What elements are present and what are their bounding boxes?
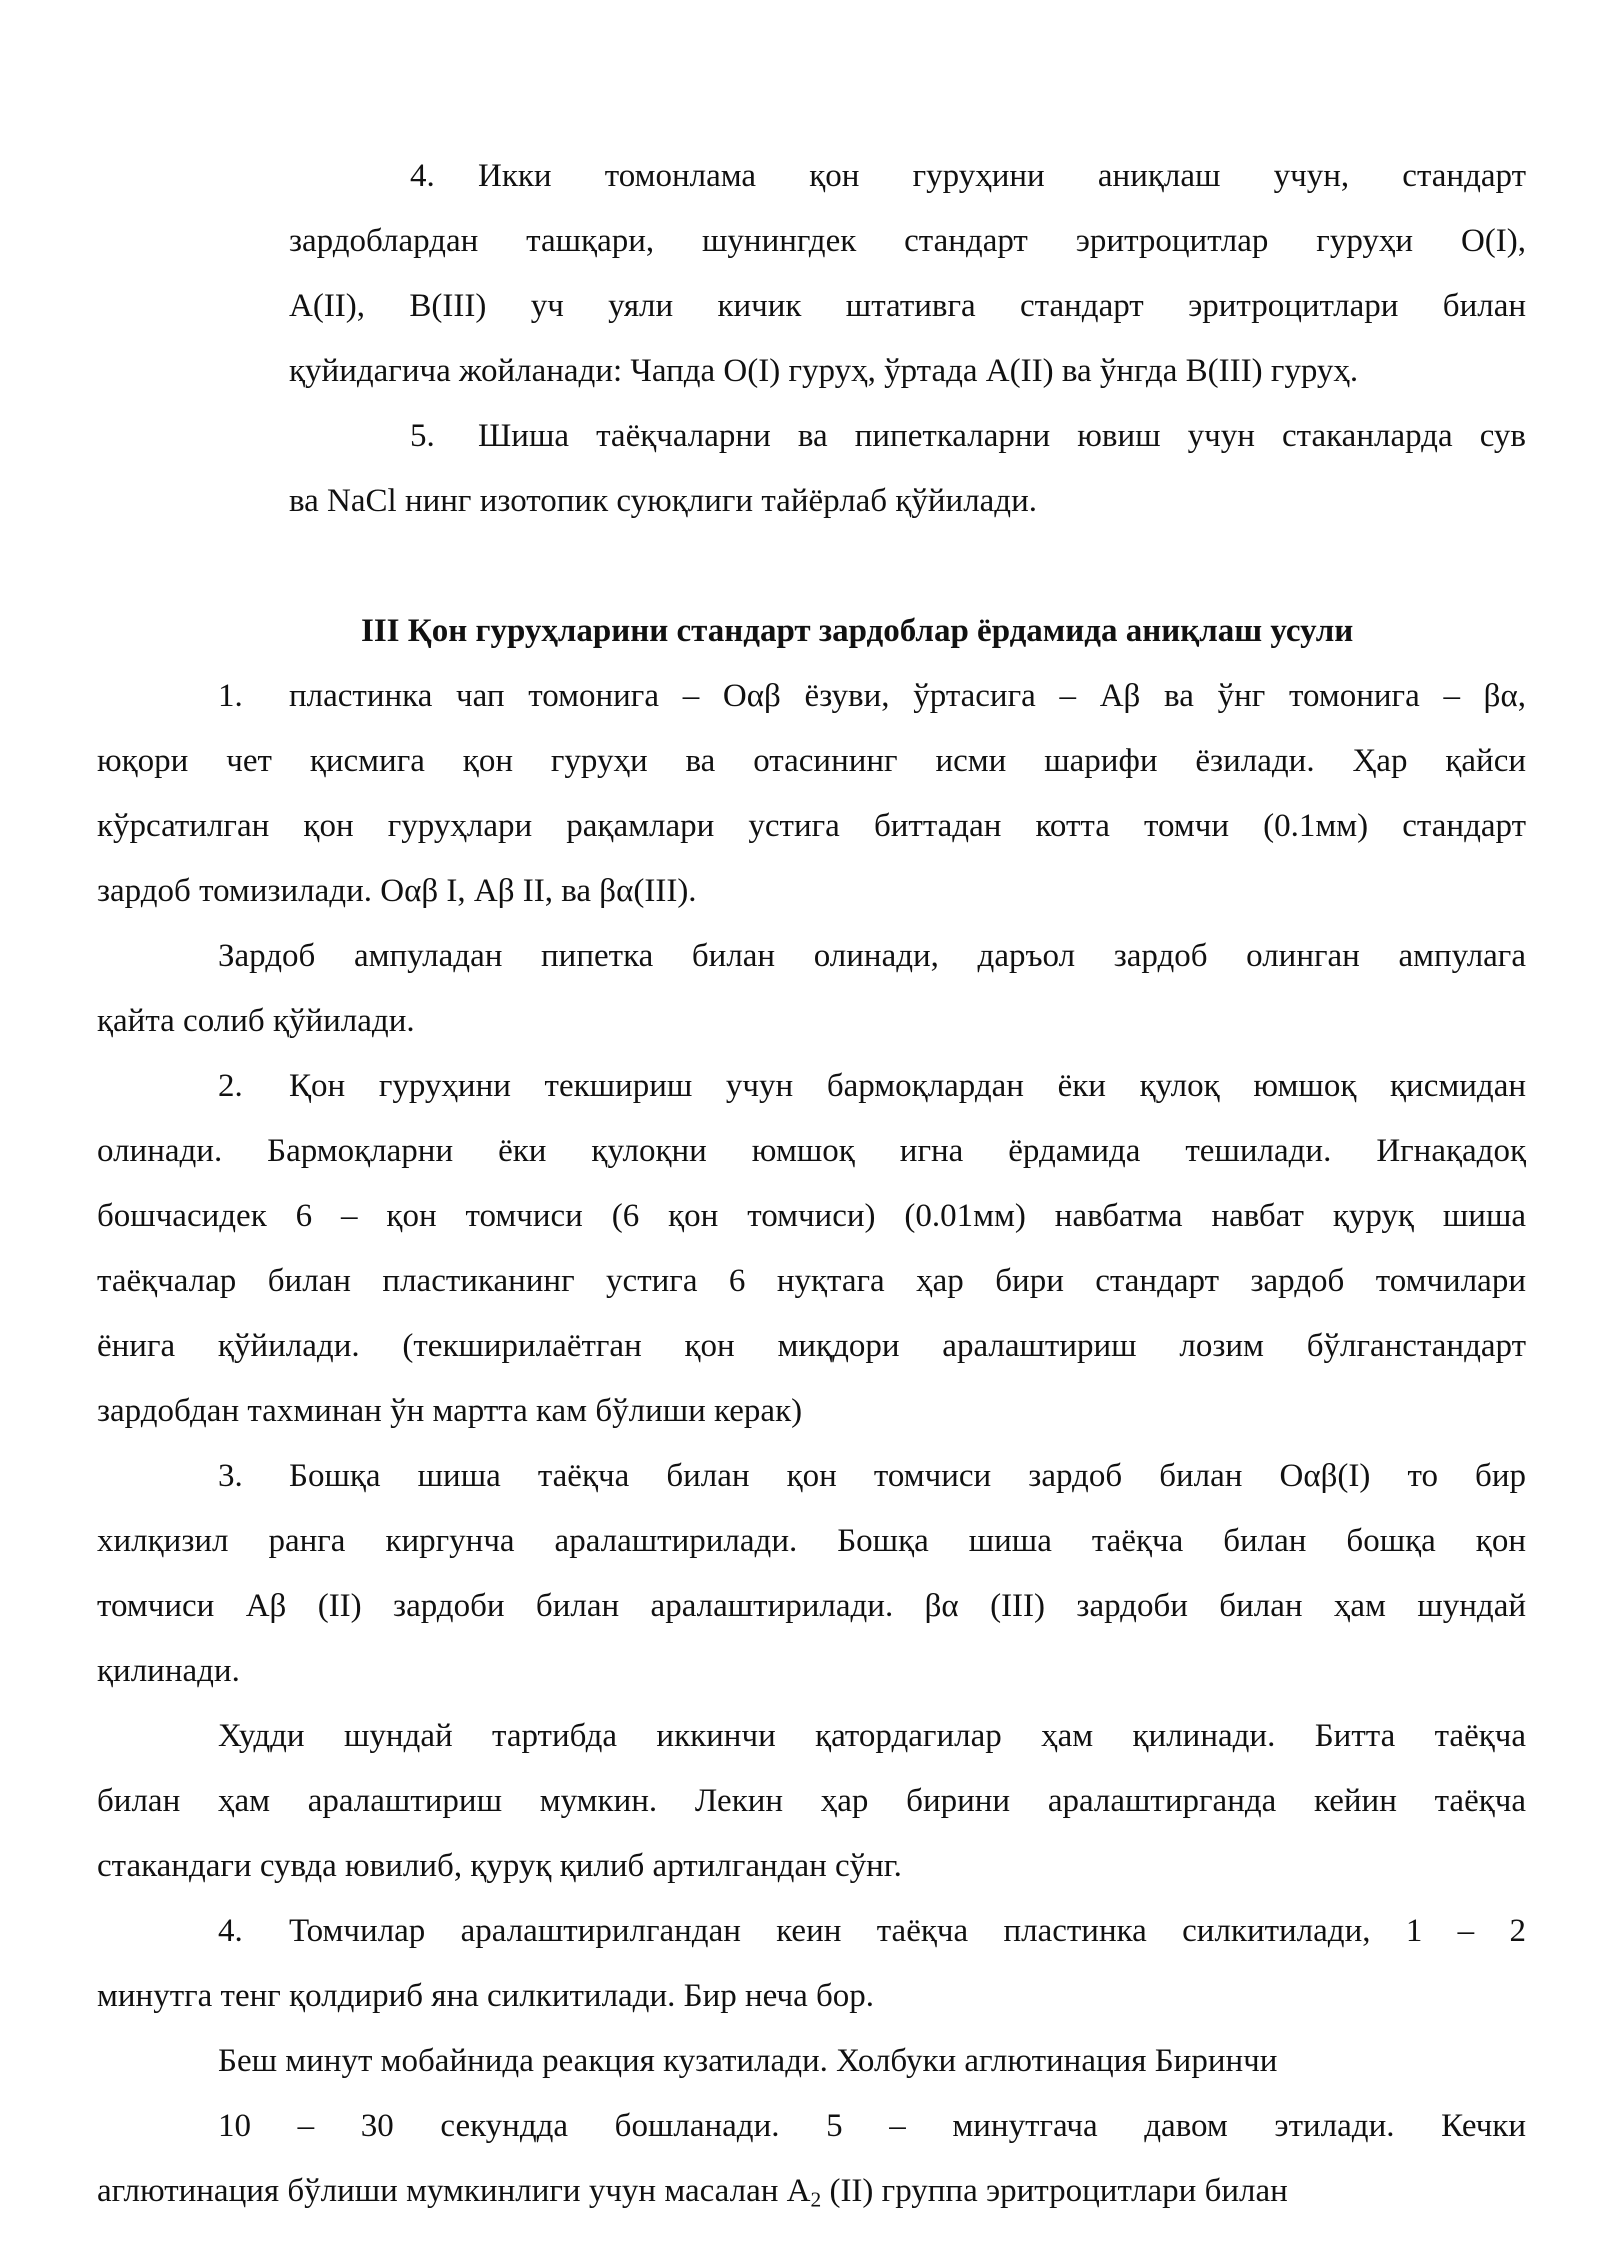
item-5-line-2: ва NaCl нинг изотопик суюқлиги тайёрлаб қўйилади. xyxy=(289,483,1038,519)
step-1-number: 1. xyxy=(218,678,243,714)
step-4-line-1: Томчилар аралаштирилгандан кеин таёқча пластинка силкитилади, 1 – 2 xyxy=(289,1915,1526,1948)
paragraph-1-line-2: қайта солиб қўйилади. xyxy=(97,1003,415,1039)
paragraph-3-line-3-text: аглютинация бўлиши мумкинлиги учун масалан А xyxy=(97,2173,811,2209)
step-2-line-6: зардобдан тахминан ўн мартта кам бўлиши керак) xyxy=(97,1393,803,1429)
step-1-line-2: юқори чет қисмига қон гуруҳи ва отасининг исми шарифи ёзилади. Ҳар қайси xyxy=(97,745,1526,778)
step-2-line-2: олинади. Бармоқларни ёки қулоқни юмшоқ игна ёрдамида тешилади. Игнақадоқ xyxy=(97,1135,1526,1168)
paragraph-3-line-1: Беш минут мобайнида реакция кузатилади. Холбуки аглютинация Биринчи xyxy=(218,2043,1278,2079)
subscript-2: 2 xyxy=(810,2187,822,2212)
item-5-line-1: Шиша таёқчаларни ва пипеткаларни ювиш учун стаканларда сув xyxy=(478,420,1526,453)
step-1-line-4: зардоб томизилади. Оαβ I, Аβ II, ва βα(III). xyxy=(97,873,697,909)
step-2-number: 2. xyxy=(218,1068,243,1104)
item-4-line-4: қуйидагича жойланади: Чапда О(I) гуруҳ, ўртада А(II) ва ўнгда В(III) гуруҳ. xyxy=(289,353,1359,389)
item-4-number: 4. xyxy=(410,158,435,194)
step-3-line-4: қилинади. xyxy=(97,1653,240,1689)
step-4-number: 4. xyxy=(218,1913,243,1949)
paragraph-3-line-2: 10 – 30 секундда бошланади. 5 – минутгача давом этилади. Кечки xyxy=(218,2110,1526,2143)
step-2-line-3: бошчасидек 6 – қон томчиси (6 қон томчиси) (0.01мм) навбатма навбат қуруқ шиша xyxy=(97,1200,1526,1233)
step-3-line-2: хилқизил ранга киргунча аралаштирилади. Бошқа шиша таёқча билан бошқа қон xyxy=(97,1525,1526,1558)
paragraph-2-line-1: Худди шундай тартибда иккинчи қатордагилар ҳам қилинади. Битта таёқча xyxy=(218,1720,1526,1753)
item-4-line-3: А(II), В(III) уч уяли кичик штативга стандарт эритроцитлари билан xyxy=(289,290,1526,323)
item-4-line-2: зардоблардан ташқари, шунингдек стандарт эритроцитлар гуруҳи О(I), xyxy=(289,225,1526,258)
item-5-number: 5. xyxy=(410,418,435,454)
paragraph-3-line-3 xyxy=(97,2175,1288,2211)
paragraph-2-line-2: билан ҳам аралаштириш мумкин. Лекин ҳар бирини аралаштирганда кейин таёқча xyxy=(97,1785,1526,1818)
step-2-line-4: таёқчалар билан пластиканинг устига 6 нуқтага ҳар бири стандарт зардоб томчилари xyxy=(97,1265,1526,1298)
step-3-line-1: Бошқа шиша таёқча билан қон томчиси зардоб билан Оαβ(I) то бир xyxy=(289,1460,1526,1493)
step-4-line-2: минутга тенг қолдириб яна силкитилади. Бир неча бор. xyxy=(97,1978,875,2014)
paragraph-1-line-1: Зардоб ампуладан пипетка билан олинади, даръол зардоб олинган ампулага xyxy=(218,940,1526,973)
paragraph-3-line-3-tail: (II) группа эритроцитлари билан xyxy=(821,2173,1288,2209)
step-2-line-5: ёнига қўйилади. (текширилаётган қон миқдори аралаштириш лозим бўлганстандарт xyxy=(97,1330,1526,1363)
paragraph-2-line-3: стакандаги сувда ювилиб, қуруқ қилиб артилгандан сўнг. xyxy=(97,1848,902,1884)
step-3-line-3: томчиси Аβ (II) зардоби билан аралаштирилади. βα (III) зардоби билан ҳам шундай xyxy=(97,1590,1526,1623)
step-1-line-3: кўрсатилган қон гуруҳлари рақамлари устига биттадан котта томчи (0.1мм) стандарт xyxy=(97,810,1526,843)
step-3-number: 3. xyxy=(218,1458,243,1494)
section-heading: III Қон гуруҳларини стандарт зардоблар ёрдамида аниқлаш усули xyxy=(361,613,1354,649)
item-4-line-1: Икки томонлама қон гуруҳини аниқлаш учун, стандарт xyxy=(478,160,1526,193)
step-2-line-1: Қон гуруҳини текшириш учун бармоқлардан ёки қулоқ юмшоқ қисмидан xyxy=(289,1070,1526,1103)
step-1-line-1: пластинка чап томонига – Оαβ ёзуви, ўртасига – Аβ ва ўнг томонига – βα, xyxy=(289,680,1526,713)
